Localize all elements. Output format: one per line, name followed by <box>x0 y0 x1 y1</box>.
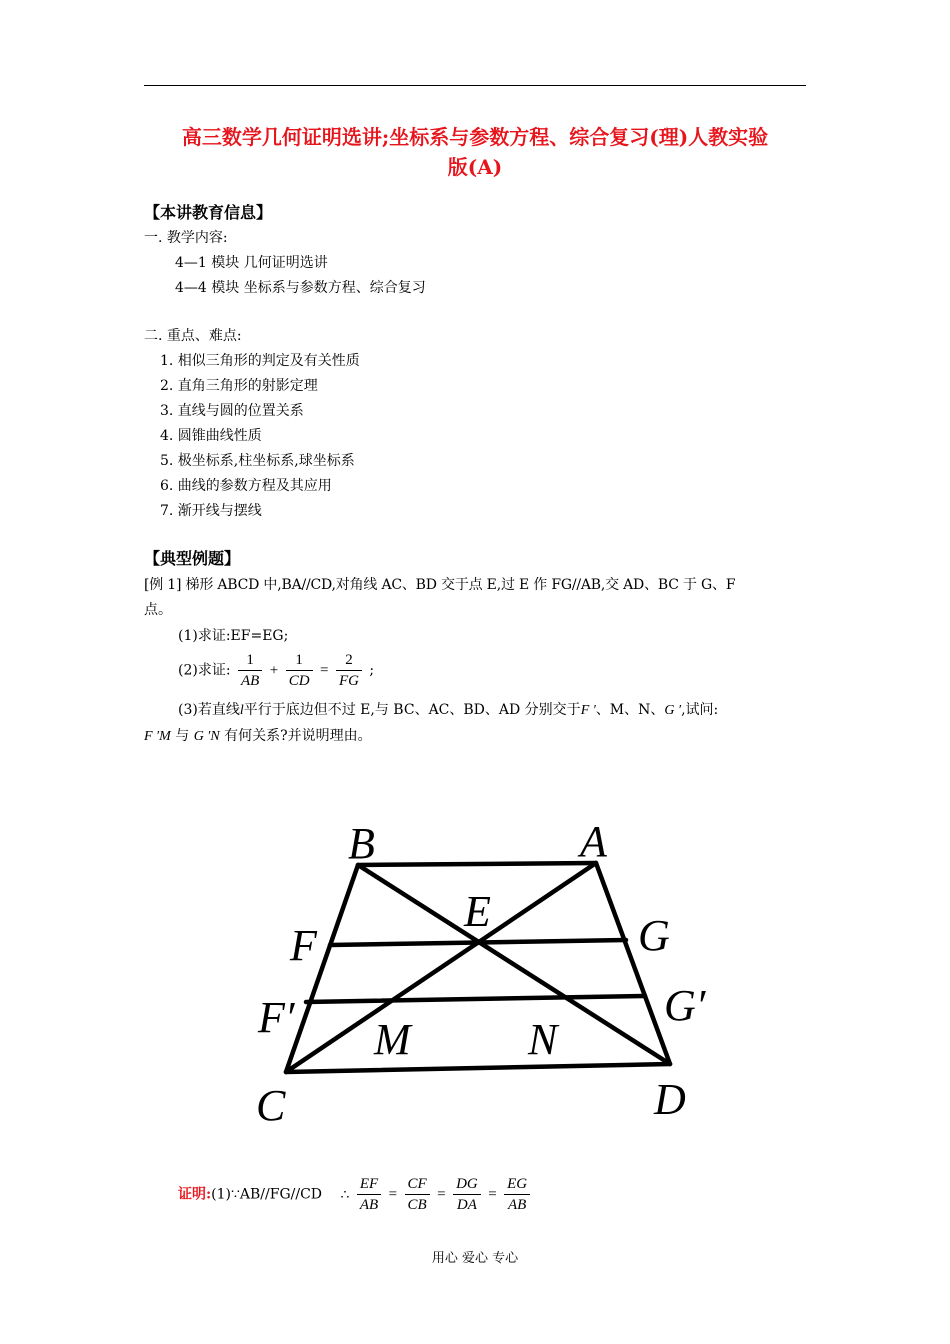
segment-cd <box>286 1064 670 1072</box>
label-f-prime: F′ <box>258 993 295 1042</box>
label-g-prime: G′ <box>664 981 706 1030</box>
example-statement-cont: 点。 <box>144 602 172 618</box>
module-item: 4—4 模块 坐标系与参数方程、综合复习 <box>175 280 426 296</box>
key-point-item: 3. 直线与圆的位置关系 <box>160 403 304 419</box>
fraction-1-over-cd: $\frac{1}{CD}$ <box>286 650 313 691</box>
question-1: (1)求证:EF=EG; <box>178 628 289 644</box>
part1-label: 一. 教学内容: <box>144 230 228 246</box>
title-line-2: 版(A) <box>447 155 503 179</box>
page-footer: 用心 爱心 专心 <box>431 1251 519 1266</box>
segment-fg <box>330 940 626 945</box>
label-m: M <box>374 1015 411 1064</box>
question-2-suffix: ; <box>369 662 375 679</box>
fraction-cf-cb: $\frac{CF}{CB}$ <box>405 1174 430 1215</box>
label-e: E <box>464 887 491 936</box>
label-f: F <box>290 921 317 970</box>
trapezoid-figure <box>240 800 720 1140</box>
proof-text: (1)∵AB//FG//CD <box>211 1186 323 1203</box>
section-heading-examples: 【典型例题】 <box>144 549 241 568</box>
module-item: 4—1 模块 几何证明选讲 <box>175 255 328 271</box>
label-g: G <box>638 911 670 960</box>
header-rule <box>144 85 806 86</box>
equals-sign: = <box>388 1186 398 1203</box>
fraction-eg-ab: $\frac{EG}{AB}$ <box>504 1174 530 1215</box>
label-c: C <box>256 1081 286 1130</box>
equals-sign: = <box>437 1186 446 1203</box>
example-statement: [例 1] 梯形 ABCD 中,BA//CD,对角线 AC、BD 交于点 E,过 E 作 FG//AB,交 AD、BC 于 G、F <box>144 577 736 593</box>
question-2-prefix: (2)求证: <box>178 662 231 679</box>
equals-sign: = <box>488 1186 497 1203</box>
equals-sign: = <box>320 662 329 679</box>
segment-ba <box>358 863 596 865</box>
segment-ad <box>596 863 670 1064</box>
label-d: D <box>654 1075 686 1124</box>
fraction-dg-da: $\frac{DG}{DA}$ <box>453 1174 481 1215</box>
key-point-item: 2. 直角三角形的射影定理 <box>160 378 318 394</box>
proof-line <box>178 1174 533 1215</box>
question-2 <box>178 650 374 691</box>
key-point-item: 5. 极坐标系,柱坐标系,球坐标系 <box>160 453 355 469</box>
label-b: B <box>348 819 375 868</box>
title-line-1: 高三数学几何证明选讲;坐标系与参数方程、综合复习(理)人教实验 <box>181 125 769 149</box>
key-point-item: 1. 相似三角形的判定及有关性质 <box>160 353 360 369</box>
label-a: A <box>580 817 607 866</box>
therefore-symbol: ∴ <box>340 1186 350 1203</box>
label-n: N <box>528 1015 558 1064</box>
fraction-1-over-ab: $\frac{1}{AB}$ <box>238 650 262 691</box>
question-3-cont: F ′M 与 G ′N 有何关系?并说明理由。 <box>144 728 372 744</box>
plus-sign: + <box>269 662 279 679</box>
segment-f2g2 <box>306 996 645 1002</box>
question-3: (3)若直线l平行于底边但不过 E,与 BC、AC、BD、AD 分别交于F ′、M、N、G ′,试问: <box>178 702 719 718</box>
part2-label: 二. 重点、难点: <box>144 328 242 344</box>
proof-label: 证明: <box>178 1186 212 1203</box>
section-heading-info: 【本讲教育信息】 <box>144 203 273 222</box>
key-point-item: 7. 渐开线与摆线 <box>160 503 262 519</box>
key-point-item: 4. 圆锥曲线性质 <box>160 428 262 444</box>
fraction-ef-ab: $\frac{EF}{AB}$ <box>357 1174 381 1215</box>
key-point-item: 6. 曲线的参数方程及其应用 <box>160 478 332 494</box>
fraction-2-over-fg: $\frac{2}{FG}$ <box>336 650 362 691</box>
document-title <box>130 122 820 182</box>
